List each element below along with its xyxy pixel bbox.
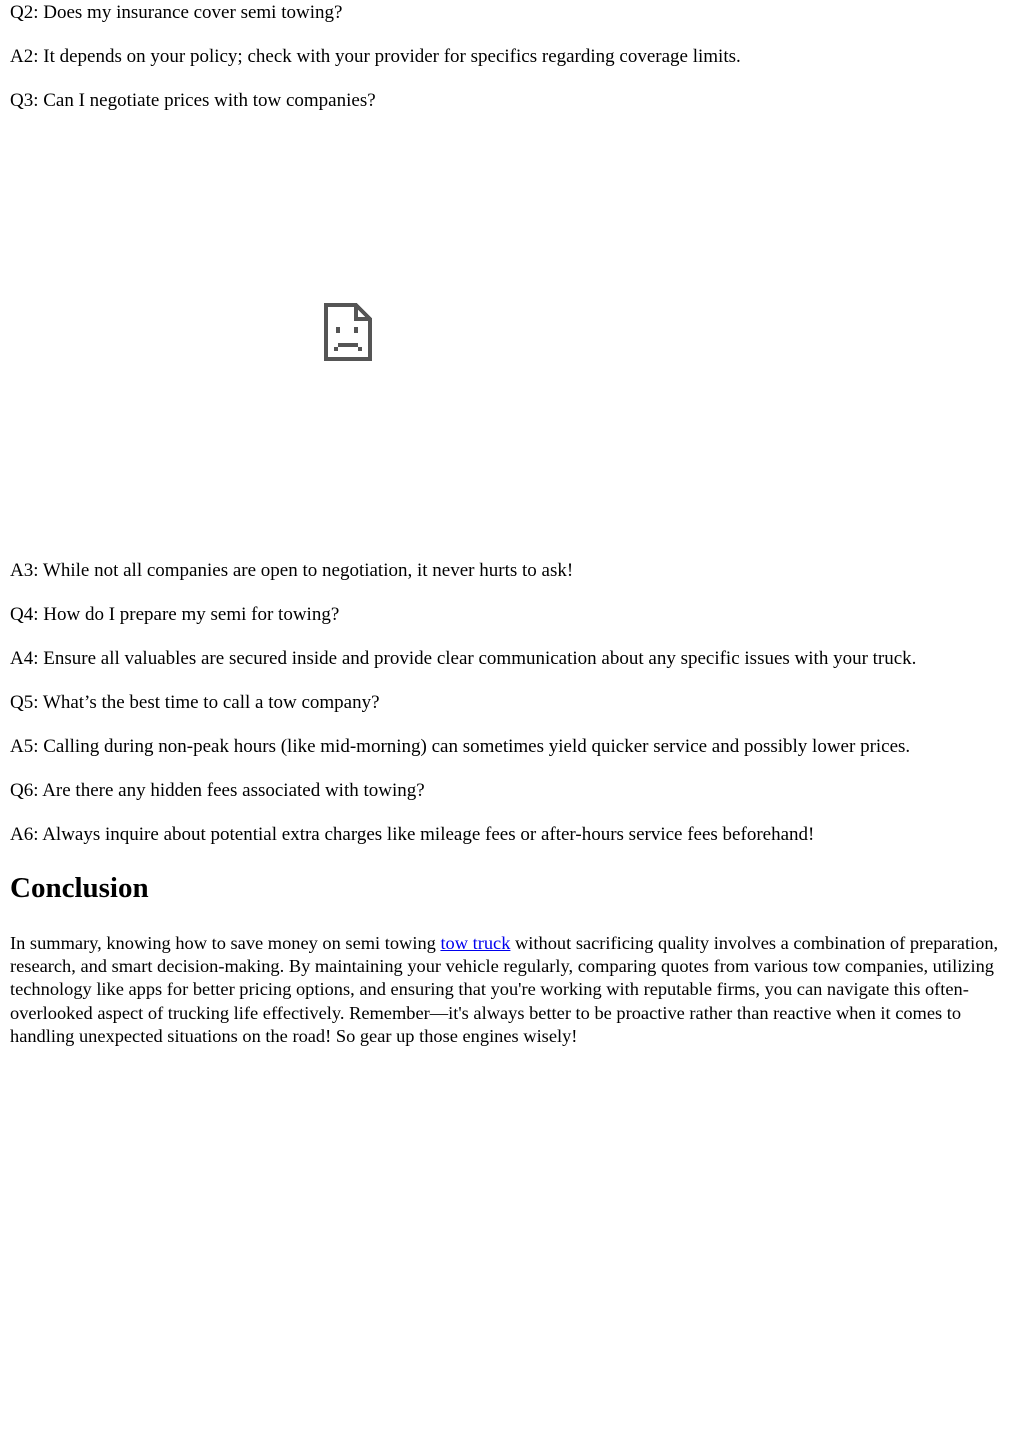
conclusion-text-start: In summary, knowing how to save money on semi towing — [10, 933, 441, 953]
conclusion-heading: Conclusion — [10, 872, 149, 904]
faq-question-6: Q6: Are there any hidden fees associated with towing? — [10, 780, 425, 801]
faq-answer-2: A2: It depends on your policy; check with your provider for specifics regarding coverage limits. — [10, 46, 741, 67]
conclusion-paragraph — [10, 932, 1018, 1048]
faq-question-2: Q2: Does my insurance cover semi towing? — [10, 2, 343, 23]
faq-question-5: Q5: What’s the best time to call a tow company? — [10, 692, 380, 713]
faq-question-3: Q3: Can I negotiate prices with tow companies? — [10, 90, 376, 111]
broken-image-icon — [324, 303, 372, 361]
conclusion-text-end: without sacrificing quality involves a combination of preparation, research, and smart decision-making. By maintaining your vehicle regularly, comparing quotes from various tow companies, utilizing technology like apps for better pricing options, and ensuring that you're working with reputable firms, you can navigate this often-overlooked aspect of trucking life effectively. Remember—it's always better to be proactive rather than reactive when it comes to handling unexpected situations on the road! So gear up those engines wisely! — [10, 933, 999, 1046]
faq-answer-3: A3: While not all companies are open to negotiation, it never hurts to ask! — [10, 560, 574, 581]
faq-answer-6: A6: Always inquire about potential extra charges like mileage fees or after-hours service fees beforehand! — [10, 824, 815, 845]
faq-question-4: Q4: How do I prepare my semi for towing? — [10, 604, 340, 625]
faq-answer-5: A5: Calling during non-peak hours (like mid-morning) can sometimes yield quicker service and possibly lower prices. — [10, 736, 911, 757]
faq-answer-4: A4: Ensure all valuables are secured inside and provide clear communication about any specific issues with your truck. — [10, 648, 917, 669]
tow-truck-link[interactable]: tow truck — [440, 933, 511, 953]
